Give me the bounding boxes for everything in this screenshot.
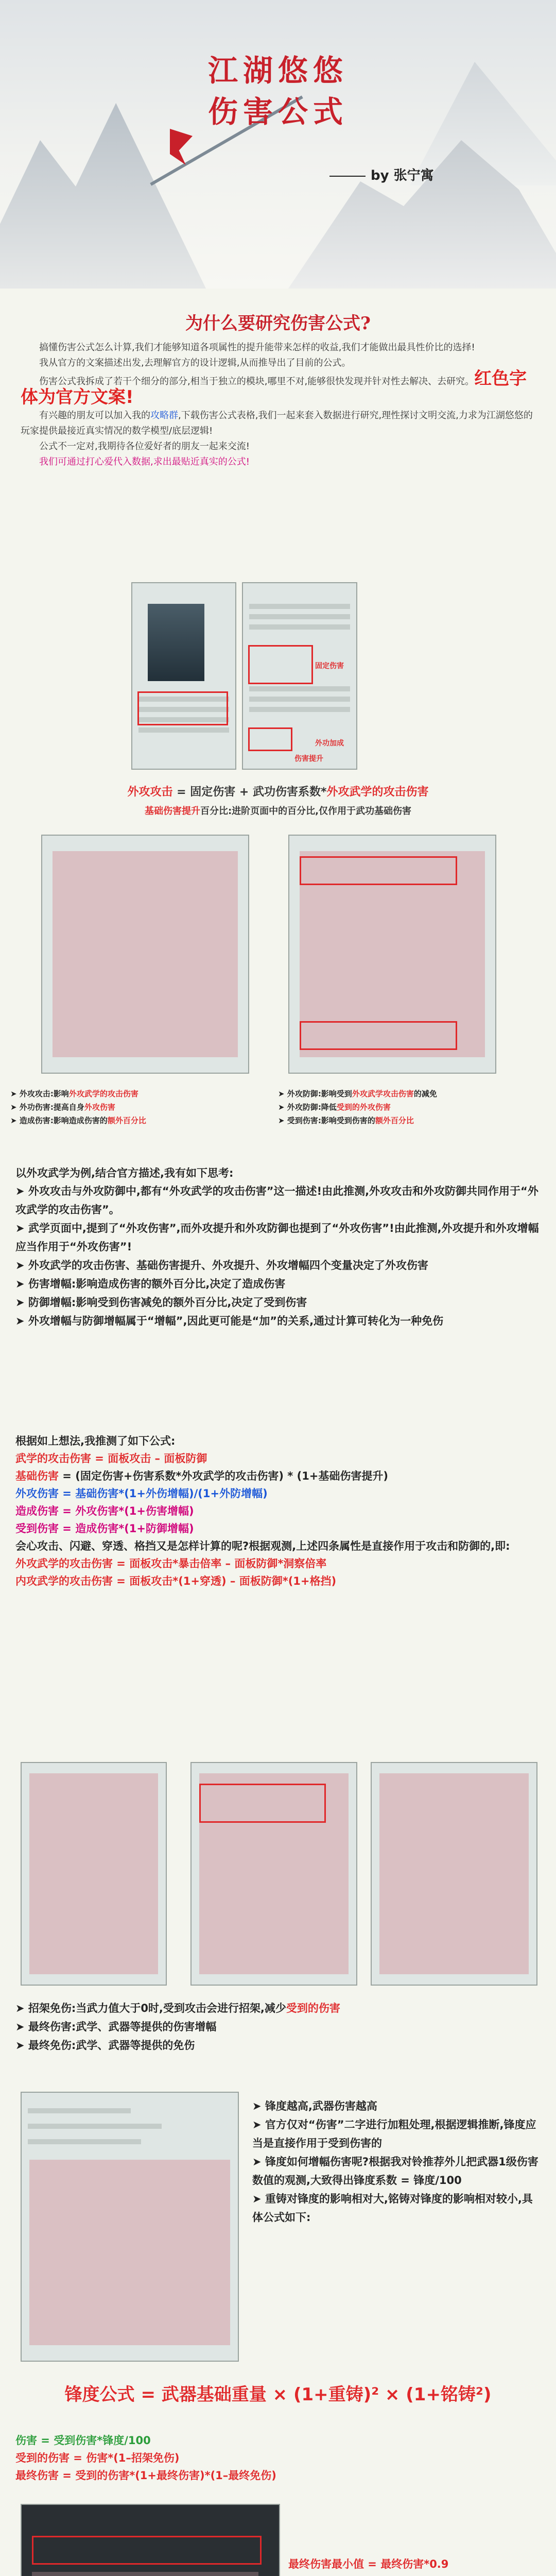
intro-heading: 为什么要研究伤害公式? [185, 313, 371, 334]
analysis-item: ➤ 防御增幅:影响受到伤害减免的额外百分比,决定了受到伤害 [15, 1293, 541, 1312]
formula-line: 外攻武学的攻击伤害 = 面板攻击*暴击倍率 – 面板防御*洞察倍率 [15, 1557, 327, 1570]
hero-title-line2: 伤害公式 [207, 94, 348, 129]
analysis-item: ➤ 外攻攻击与外攻防御中,都有“外攻武学的攻击伤害”这一描述!由此推测,外攻攻击和外攻防御共同作用于“外攻武学的攻击伤害”。 [15, 1182, 541, 1219]
analysis-section [15, 1164, 541, 1330]
attr-list-right [278, 1087, 546, 1127]
derived-formulas [15, 1432, 541, 1590]
formula-line: 最终伤害最小值 = 最终伤害*0.9 [288, 2558, 449, 2570]
formula-line: 内攻武学的攻击伤害 = 面板攻击*(1+穿透) – 面板防御*(1+格挡) [15, 1575, 337, 1587]
intro-para4: 有兴趣的朋友可以加入我的攻略群,下载伤害公式表格,我们一起来套入数据进行研究,理性探讨文明交流,力求为江湖悠悠的玩家提供最接近真实情况的数学模型/底层逻辑! [21, 410, 533, 436]
intro-highlight: 红色字体为官方文案! [21, 368, 527, 408]
formula-line: 最终伤害 = 受到的伤害*(1+最终伤害)*(1–最终免伤) [15, 2469, 276, 2482]
bottom-bullets [15, 1999, 541, 2055]
attr-item: ➤ 外攻防御:降低受到的外攻伤害 [278, 1100, 546, 1114]
intro-para2: 我从官方的文案描述出发,去理解官方的设计逻辑,从而推导出了目前的公式。 [39, 358, 351, 368]
intro-section [0, 309, 556, 334]
game-screenshot-combat [21, 2504, 280, 2576]
game-screenshot-attr-left [41, 835, 249, 1074]
formula-base-boost: 基础伤害提升百分比:进阶页面中的百分比,仅作用于武功基础伤害 [144, 806, 412, 817]
annotation-label: 固定伤害 [315, 662, 344, 670]
damage-block [15, 2432, 541, 2484]
game-screenshot-attr-right [288, 835, 496, 1074]
intro-para5: 公式不一定对,我期待各位爱好者的朋友一起来交流! [39, 441, 250, 452]
game-screenshot-weapon [131, 582, 236, 770]
hero-banner [0, 0, 556, 289]
durability-formula: 锋度公式 = 武器基础重量 × (1+重铸)² × (1+铭铸²) [64, 2384, 492, 2405]
game-screenshot-skill [242, 582, 357, 770]
character-portrait [148, 604, 204, 681]
bullet-item: ➤ 招架免伤:当武力值大于0时,受到攻击会进行招架,减少受到的伤害 [15, 1999, 541, 2018]
formula-line: 造成伤害 = 外攻伤害*(1+伤害增幅) [15, 1505, 194, 1517]
game-screenshot-skill-detail [21, 1762, 167, 1986]
durability-item: ➤ 重铸对锋度的影响相对大,铭铸对锋度的影响相对较小,具体公式如下: [252, 2190, 541, 2227]
analysis-item: ➤ 伤害增幅:影响造成伤害的额外百分比,决定了造成伤害 [15, 1275, 541, 1293]
analysis-heading: 以外攻武学为例,结合官方描述,我有如下思考: [15, 1167, 234, 1179]
analysis-item: ➤ 外攻增幅与防御增幅属于“增幅”,因此更可能是“加”的关系,通过计算可转化为一种免伤 [15, 1312, 541, 1330]
formula-line: 伤害 = 受到伤害*锋度/100 [15, 2434, 151, 2447]
analysis-item: ➤ 武学页面中,提到了“外攻伤害”,而外攻提升和外攻防御也提到了“外攻伤害”!由此推测,外攻提升和外攻增幅应当作用于“外攻伤害”! [15, 1219, 541, 1256]
strategy-group-link[interactable]: 攻略群 [150, 410, 178, 421]
bullet-item: ➤ 最终免伤:武学、武器等提供的免伤 [15, 2036, 541, 2055]
formula-line: 受到的伤害 = 伤害*(1–招架免伤) [15, 2452, 180, 2464]
attr-item: ➤ 造成伤害:影响造成伤害的额外百分比 [10, 1114, 268, 1127]
attr-item: ➤ 外功伤害:提高自身外攻伤害 [10, 1100, 268, 1114]
bullet-item: ➤ 最终伤害:武学、武器等提供的伤害增幅 [15, 2018, 541, 2036]
highlight-box [137, 691, 228, 725]
intro-para3: 伤害公式我拆成了若干个细分的部分,相当于独立的模块,哪里不对,能够很快发现并针对性去解决、去研究。红色字体为官方文案! [21, 368, 527, 408]
highlight-box [199, 1784, 326, 1823]
formula-line: 外攻伤害 = 基础伤害*(1+外伤增幅)/(1+外防增幅) [15, 1487, 268, 1500]
formula-line: 武学的攻击伤害 = 面板攻击 – 面板防御 [15, 1452, 207, 1465]
durability-item: ➤ 官方仅对“伤害”二字进行加粗处理,根据逻辑推断,锋度应当是直接作用于受到伤害的 [252, 2115, 541, 2153]
formula-line: 受到伤害 = 造成伤害*(1+防御增幅) [15, 1522, 194, 1535]
attr-list-left [10, 1087, 268, 1127]
damage-range [288, 2555, 546, 2576]
formula-line: 基础伤害 = (固定伤害+伤害系数*外攻武学的攻击伤害) * (1+基础伤害提升) [15, 1470, 388, 1482]
game-screenshot-bonus [371, 1762, 537, 1986]
highlight-box [248, 645, 313, 684]
highlight-box [248, 727, 292, 751]
analysis-item: ➤ 外攻武学的攻击伤害、基础伤害提升、外攻提升、外攻增幅四个变量决定了外攻伤害 [15, 1256, 541, 1275]
formula-note: 会心攻击、闪避、穿透、格挡又是怎样计算的呢?根据观测,上述四条属性是直接作用于攻击和防御的,即: [15, 1540, 510, 1552]
durability-list [252, 2097, 541, 2227]
hero-byline: by 张宁寓 [329, 165, 434, 184]
formula-attack: 外攻攻击 = 固定伤害 + 武功伤害系数*外攻武学的攻击伤害 [127, 786, 429, 799]
durability-item: ➤ 锋度越高,武器伤害越高 [252, 2097, 541, 2115]
attr-item: ➤ 外攻攻击:影响外攻武学的攻击伤害 [10, 1087, 268, 1100]
highlight-box [32, 2536, 262, 2565]
intro-para1: 搞懂伤害公式怎么计算,我们才能够知道各项属性的提升能带来怎样的收益,我们才能做出最具性价比的选择! [39, 342, 475, 353]
blurred-attr-panel [53, 851, 238, 1057]
derived-lead: 根据如上想法,我推测了如下公式: [15, 1435, 176, 1447]
annotation-label: 外功加成 [315, 739, 344, 748]
intro-para6: 我们可通过打心爱代入数据,求出最贴近真实的公式! [39, 456, 250, 467]
intro-paragraph [21, 340, 535, 470]
game-screenshot-weapon-stats [21, 2092, 239, 2362]
red-ribbon-illustration [170, 129, 193, 165]
durability-item: ➤ 锋度如何增幅伤害呢?根据我对铃推荐外儿把武器1级伤害数值的观测,大致得出锋度系数 = 锋度/100 [252, 2153, 541, 2190]
game-screenshot-dodge [190, 1762, 357, 1986]
attr-item: ➤ 外攻防御:影响受到外攻武学攻击伤害的减免 [278, 1087, 546, 1100]
highlight-box [300, 856, 457, 885]
highlight-box [300, 1021, 457, 1050]
annotation-label: 伤害提升 [294, 755, 323, 763]
attr-item: ➤ 受到伤害:影响受到伤害的额外百分比 [278, 1114, 546, 1127]
hero-title-line1: 江湖悠悠 [207, 53, 348, 88]
